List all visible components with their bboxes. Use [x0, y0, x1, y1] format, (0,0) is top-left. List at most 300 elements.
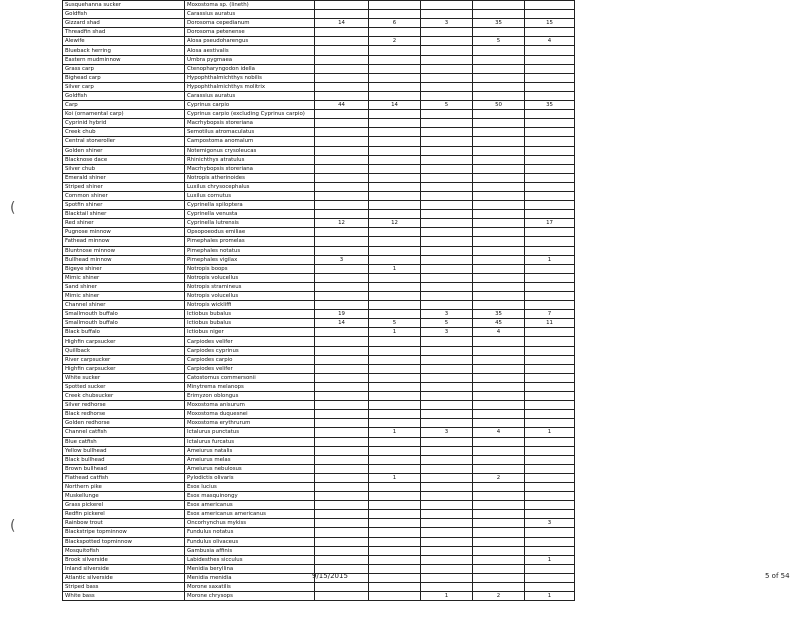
scientific-name-cell: Carpiodes velifer	[185, 337, 315, 346]
scientific-name-cell: Pimephales promelas	[185, 237, 315, 246]
scientific-name-cell: Esox americanus	[185, 501, 315, 510]
table-row	[63, 482, 575, 491]
count-cell	[315, 446, 369, 455]
scientific-name-cell: Cyprinella venusta	[185, 210, 315, 219]
count-cell	[315, 382, 369, 391]
count-cell	[473, 364, 525, 373]
table-row	[63, 473, 575, 482]
count-cell: 3	[525, 519, 575, 528]
count-cell	[421, 301, 473, 310]
common-name-cell: Highfin carpsucker	[63, 364, 185, 373]
count-cell	[525, 10, 575, 19]
table-row	[63, 410, 575, 419]
count-cell	[473, 373, 525, 382]
count-cell	[473, 492, 525, 501]
common-name-cell: Yellow bullhead	[63, 446, 185, 455]
common-name-cell: Silver carp	[63, 82, 185, 91]
common-name-cell: Eastern mudminnow	[63, 55, 185, 64]
count-cell	[369, 528, 421, 537]
scientific-name-cell: Notemigonus crysoleucas	[185, 146, 315, 155]
count-cell	[315, 273, 369, 282]
count-cell	[473, 501, 525, 510]
table-row	[63, 592, 575, 601]
table-row	[63, 210, 575, 219]
count-cell	[315, 301, 369, 310]
table-row	[63, 37, 575, 46]
count-cell	[473, 482, 525, 491]
scientific-name-cell: Fundulus notatus	[185, 528, 315, 537]
scientific-name-cell: Umbra pygmaea	[185, 55, 315, 64]
count-cell	[369, 137, 421, 146]
punch-hole-mark: (	[10, 518, 16, 534]
count-cell	[315, 464, 369, 473]
table-row	[63, 282, 575, 291]
table-row	[63, 237, 575, 246]
count-cell: 44	[315, 101, 369, 110]
count-cell	[421, 246, 473, 255]
common-name-cell: Red shiner	[63, 219, 185, 228]
common-name-cell: Creek chubsucker	[63, 392, 185, 401]
count-cell	[525, 401, 575, 410]
footer-page-number: 5 of 54	[765, 572, 790, 580]
count-cell	[525, 1, 575, 10]
count-cell: 1	[369, 428, 421, 437]
count-cell	[525, 446, 575, 455]
count-cell	[421, 82, 473, 91]
common-name-cell: Quillback	[63, 346, 185, 355]
count-cell	[473, 46, 525, 55]
scientific-name-cell: Erimyzon oblongus	[185, 392, 315, 401]
count-cell	[421, 119, 473, 128]
scientific-name-cell: Luxilus chrysocephalus	[185, 182, 315, 191]
count-cell	[369, 564, 421, 573]
common-name-cell: Goldfish	[63, 91, 185, 100]
count-cell	[473, 1, 525, 10]
scientific-name-cell: Notropis atherinoides	[185, 173, 315, 182]
count-cell	[315, 437, 369, 446]
count-cell	[369, 401, 421, 410]
count-cell	[473, 28, 525, 37]
count-cell: 1	[525, 555, 575, 564]
count-cell	[525, 301, 575, 310]
count-cell	[525, 46, 575, 55]
count-cell	[315, 410, 369, 419]
count-cell	[369, 482, 421, 491]
count-cell	[473, 564, 525, 573]
count-cell	[421, 455, 473, 464]
count-cell	[525, 482, 575, 491]
count-cell: 3	[421, 428, 473, 437]
scientific-name-cell: Labidesthes sicculus	[185, 555, 315, 564]
common-name-cell: Channel shiner	[63, 301, 185, 310]
common-name-cell: Alewife	[63, 37, 185, 46]
common-name-cell: Bullhead minnow	[63, 255, 185, 264]
count-cell	[421, 346, 473, 355]
count-cell	[525, 201, 575, 210]
scientific-name-cell: Ameiurus nebulosus	[185, 464, 315, 473]
table-row	[63, 501, 575, 510]
count-cell	[525, 455, 575, 464]
count-cell	[473, 528, 525, 537]
count-cell	[369, 592, 421, 601]
count-cell	[369, 191, 421, 200]
count-cell	[421, 546, 473, 555]
count-cell	[473, 237, 525, 246]
count-cell	[525, 210, 575, 219]
common-name-cell: Emerald shiner	[63, 173, 185, 182]
count-cell: 17	[525, 219, 575, 228]
count-cell	[421, 410, 473, 419]
common-name-cell: Northern pike	[63, 482, 185, 491]
count-cell	[315, 191, 369, 200]
count-cell	[473, 301, 525, 310]
count-cell	[369, 246, 421, 255]
count-cell	[369, 573, 421, 582]
count-cell	[473, 210, 525, 219]
count-cell	[369, 73, 421, 82]
count-cell: 4	[473, 328, 525, 337]
count-cell	[369, 364, 421, 373]
common-name-cell: Flathead catfish	[63, 473, 185, 482]
count-cell	[473, 346, 525, 355]
count-cell	[315, 37, 369, 46]
count-cell	[525, 337, 575, 346]
count-cell	[473, 264, 525, 273]
table-row	[63, 555, 575, 564]
count-cell	[525, 55, 575, 64]
common-name-cell: Central stoneroller	[63, 137, 185, 146]
scientific-name-cell: Cyprinella spiloptera	[185, 201, 315, 210]
count-cell	[369, 382, 421, 391]
scientific-name-cell: Notropis stramineus	[185, 282, 315, 291]
table-row	[63, 546, 575, 555]
count-cell	[525, 119, 575, 128]
count-cell	[525, 364, 575, 373]
count-cell	[369, 419, 421, 428]
count-cell	[525, 501, 575, 510]
scientific-name-cell: Carpiodes velifer	[185, 364, 315, 373]
count-cell	[525, 28, 575, 37]
count-cell	[421, 37, 473, 46]
count-cell	[369, 373, 421, 382]
table-row	[63, 428, 575, 437]
scientific-name-cell: Campostoma anomalum	[185, 137, 315, 146]
count-cell	[473, 246, 525, 255]
count-cell	[315, 64, 369, 73]
count-cell	[473, 455, 525, 464]
count-cell	[315, 137, 369, 146]
common-name-cell: Cyprinid hybrid	[63, 119, 185, 128]
scientific-name-cell: Fundulus olivaceus	[185, 537, 315, 546]
count-cell	[369, 555, 421, 564]
count-cell	[473, 282, 525, 291]
count-cell: 2	[369, 37, 421, 46]
count-cell	[525, 419, 575, 428]
scientific-name-cell: Dorosoma cepedianum	[185, 19, 315, 28]
count-cell	[421, 292, 473, 301]
common-name-cell: Pugnose minnow	[63, 228, 185, 237]
scientific-name-cell: Opsopoeodus emiliae	[185, 228, 315, 237]
count-cell	[473, 191, 525, 200]
count-cell	[315, 337, 369, 346]
common-name-cell: Susquehanna sucker	[63, 1, 185, 10]
count-cell	[525, 583, 575, 592]
table-row	[63, 319, 575, 328]
scientific-name-cell: Menidia menidia	[185, 573, 315, 582]
table-row	[63, 119, 575, 128]
count-cell	[525, 237, 575, 246]
scientific-name-cell: Morone saxatilis	[185, 583, 315, 592]
table-row	[63, 401, 575, 410]
count-cell	[421, 201, 473, 210]
scientific-name-cell: Hypophthalmichthys nobilis	[185, 73, 315, 82]
count-cell	[369, 301, 421, 310]
count-cell	[315, 28, 369, 37]
count-cell	[525, 82, 575, 91]
footer-date: 9/15/2015	[312, 572, 348, 580]
count-cell	[473, 555, 525, 564]
common-name-cell: Brown bullhead	[63, 464, 185, 473]
table-row	[63, 101, 575, 110]
count-cell	[369, 28, 421, 37]
scientific-name-cell: Ictiobus bubalus	[185, 310, 315, 319]
count-cell	[525, 91, 575, 100]
count-cell	[421, 282, 473, 291]
table-row	[63, 46, 575, 55]
count-cell: 14	[369, 101, 421, 110]
common-name-cell: Mimic shiner	[63, 292, 185, 301]
count-cell	[369, 46, 421, 55]
count-cell	[525, 464, 575, 473]
count-cell	[421, 473, 473, 482]
count-cell	[473, 64, 525, 73]
count-cell	[473, 146, 525, 155]
count-cell	[369, 310, 421, 319]
common-name-cell: Striped bass	[63, 583, 185, 592]
common-name-cell: Blacknose dace	[63, 155, 185, 164]
table-row	[63, 91, 575, 100]
scientific-name-cell: Moxostoma duquesnei	[185, 410, 315, 419]
count-cell	[315, 82, 369, 91]
count-cell: 5	[369, 319, 421, 328]
table-row	[63, 328, 575, 337]
count-cell: 12	[315, 219, 369, 228]
common-name-cell: Golden shiner	[63, 146, 185, 155]
scientific-name-cell: Ictalurus punctatus	[185, 428, 315, 437]
table-row	[63, 337, 575, 346]
scientific-name-cell: Dorosoma petenense	[185, 28, 315, 37]
scientific-name-cell: Moxostoma anisurum	[185, 401, 315, 410]
count-cell	[315, 46, 369, 55]
table-row	[63, 419, 575, 428]
count-cell: 5	[421, 319, 473, 328]
table-row	[63, 73, 575, 82]
count-cell	[369, 392, 421, 401]
count-cell	[421, 482, 473, 491]
count-cell	[369, 546, 421, 555]
count-cell	[473, 228, 525, 237]
count-cell	[315, 473, 369, 482]
count-cell	[473, 173, 525, 182]
count-cell	[473, 401, 525, 410]
count-cell	[473, 73, 525, 82]
count-cell: 12	[369, 219, 421, 228]
table-row	[63, 264, 575, 273]
table-row	[63, 519, 575, 528]
common-name-cell: White sucker	[63, 373, 185, 382]
count-cell	[473, 110, 525, 119]
count-cell	[369, 273, 421, 282]
count-cell	[421, 382, 473, 391]
scientific-name-cell: Cyprinus carpio	[185, 101, 315, 110]
count-cell	[315, 355, 369, 364]
count-cell	[473, 419, 525, 428]
scientific-name-cell: Luxilus cornutus	[185, 191, 315, 200]
scientific-name-cell: Menidia beryllina	[185, 564, 315, 573]
table-row	[63, 201, 575, 210]
count-cell	[421, 55, 473, 64]
count-cell	[421, 355, 473, 364]
table-row	[63, 455, 575, 464]
scientific-name-cell: Morone chrysops	[185, 592, 315, 601]
count-cell	[315, 201, 369, 210]
table-row	[63, 146, 575, 155]
scientific-name-cell: Rhinichthys atratulus	[185, 155, 315, 164]
count-cell	[525, 437, 575, 446]
common-name-cell: Creek chub	[63, 128, 185, 137]
count-cell	[369, 119, 421, 128]
common-name-cell: Smallmouth buffalo	[63, 319, 185, 328]
table-row	[63, 10, 575, 19]
table-row	[63, 110, 575, 119]
count-cell: 4	[525, 37, 575, 46]
count-cell	[421, 128, 473, 137]
count-cell	[315, 173, 369, 182]
count-cell	[421, 164, 473, 173]
count-cell	[421, 137, 473, 146]
count-cell	[525, 246, 575, 255]
count-cell	[369, 128, 421, 137]
scientific-name-cell: Ctenopharyngodon idella	[185, 64, 315, 73]
count-cell	[315, 1, 369, 10]
count-cell	[421, 1, 473, 10]
table-row	[63, 510, 575, 519]
scientific-name-cell: Carpiodes cyprinus	[185, 346, 315, 355]
count-cell	[421, 228, 473, 237]
count-cell	[525, 410, 575, 419]
count-cell	[473, 219, 525, 228]
count-cell	[315, 128, 369, 137]
scientific-name-cell: Moxostoma sp. (lineth)	[185, 1, 315, 10]
scientific-name-cell: Macrhybopsis storeriana	[185, 164, 315, 173]
count-cell	[525, 164, 575, 173]
count-cell	[369, 228, 421, 237]
count-cell	[421, 237, 473, 246]
count-cell	[525, 382, 575, 391]
common-name-cell: Grass pickerel	[63, 501, 185, 510]
table-row	[63, 364, 575, 373]
count-cell: 2	[473, 592, 525, 601]
count-cell	[525, 228, 575, 237]
table-row	[63, 446, 575, 455]
count-cell	[525, 264, 575, 273]
count-cell	[473, 82, 525, 91]
table-row	[63, 528, 575, 537]
common-name-cell: Gizzard shad	[63, 19, 185, 28]
count-cell	[315, 246, 369, 255]
count-cell	[473, 164, 525, 173]
common-name-cell: Brook silverside	[63, 555, 185, 564]
scientific-name-cell: Alosa pseudoharengus	[185, 37, 315, 46]
table-row	[63, 310, 575, 319]
count-cell	[315, 237, 369, 246]
scientific-name-cell: Carassius auratus	[185, 10, 315, 19]
count-cell	[473, 155, 525, 164]
count-cell	[525, 146, 575, 155]
count-cell	[369, 337, 421, 346]
count-cell	[369, 10, 421, 19]
count-cell	[421, 173, 473, 182]
scientific-name-cell: Esox masquinongy	[185, 492, 315, 501]
count-cell	[421, 464, 473, 473]
count-cell	[369, 437, 421, 446]
scientific-name-cell: Ictalurus furcatus	[185, 437, 315, 446]
count-cell	[421, 337, 473, 346]
count-cell	[369, 64, 421, 73]
count-cell: 5	[421, 101, 473, 110]
count-cell	[369, 164, 421, 173]
count-cell	[369, 501, 421, 510]
count-cell: 50	[473, 101, 525, 110]
count-cell	[421, 10, 473, 19]
common-name-cell: Mimic shiner	[63, 273, 185, 282]
table-row	[63, 382, 575, 391]
count-cell	[421, 264, 473, 273]
count-cell	[315, 455, 369, 464]
count-cell	[473, 182, 525, 191]
table-row	[63, 255, 575, 264]
scientific-name-cell: Minytrema melanops	[185, 382, 315, 391]
count-cell	[369, 282, 421, 291]
count-cell	[315, 373, 369, 382]
count-cell: 35	[473, 19, 525, 28]
count-cell: 7	[525, 310, 575, 319]
scientific-name-cell: Pimephales notatus	[185, 246, 315, 255]
count-cell	[525, 346, 575, 355]
count-cell	[315, 537, 369, 546]
table-row	[63, 82, 575, 91]
count-cell	[315, 328, 369, 337]
count-cell	[315, 164, 369, 173]
count-cell	[421, 492, 473, 501]
count-cell	[369, 237, 421, 246]
common-name-cell: Fathead minnow	[63, 237, 185, 246]
common-name-cell: Inland silverside	[63, 564, 185, 573]
count-cell	[315, 592, 369, 601]
count-cell: 3	[315, 255, 369, 264]
table-row	[63, 128, 575, 137]
count-cell	[315, 119, 369, 128]
count-cell	[315, 401, 369, 410]
count-cell	[525, 528, 575, 537]
table-row	[63, 19, 575, 28]
scientific-name-cell: Hypophthalmichthys molitrix	[185, 82, 315, 91]
count-cell: 35	[473, 310, 525, 319]
count-cell: 1	[369, 264, 421, 273]
count-cell: 4	[473, 428, 525, 437]
common-name-cell: Channel catfish	[63, 428, 185, 437]
scientific-name-cell: Catostomus commersonii	[185, 373, 315, 382]
